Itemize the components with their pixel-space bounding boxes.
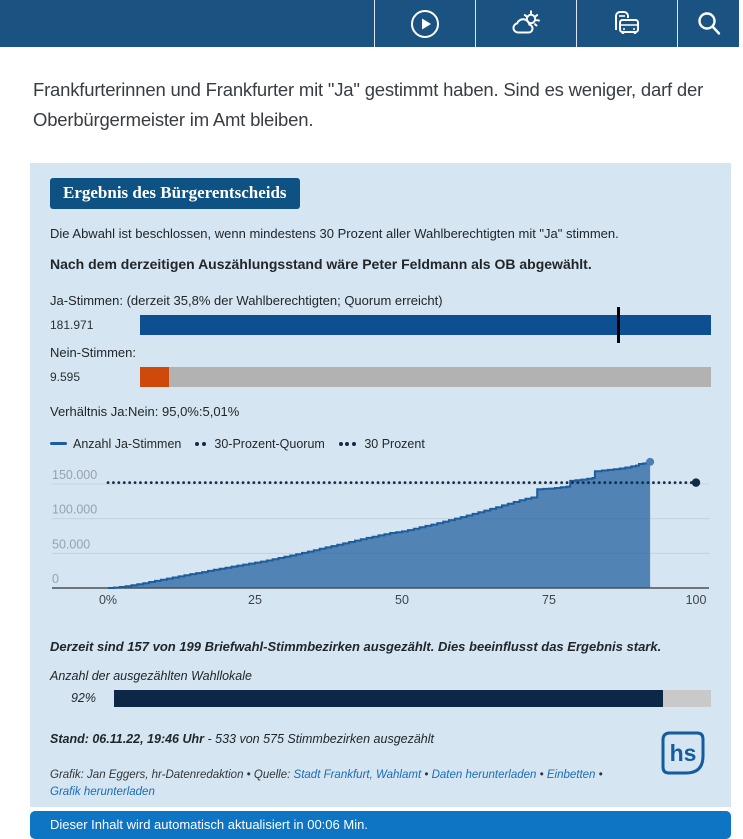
nav-search-button[interactable] bbox=[677, 0, 739, 47]
nein-bar-fill bbox=[140, 367, 169, 387]
ja-stimmen-row bbox=[50, 315, 711, 335]
legend-label: 30 Prozent bbox=[364, 437, 424, 451]
legend-item-ja bbox=[50, 437, 181, 451]
results-panel bbox=[30, 163, 731, 807]
credits-separator: • bbox=[536, 769, 546, 781]
line-swatch-icon bbox=[50, 442, 67, 445]
ja-bar-fill bbox=[140, 315, 711, 335]
x-tick-labels bbox=[99, 593, 707, 607]
briefwahl-note: Derzeit sind 157 von 199 Briefwahl-Stimmbezirken ausgezählt. Dies beeinflusst das Ergebnis stark. bbox=[50, 639, 711, 654]
ja-stimmen-label: Ja-Stimmen: (derzeit 35,8% der Wahlberechtigten; Quorum erreicht) bbox=[50, 293, 711, 308]
quorum-end-dot bbox=[692, 478, 700, 486]
credits-separator: • bbox=[421, 769, 431, 781]
ja-stimmen-area bbox=[108, 461, 650, 587]
nav-weather-button[interactable] bbox=[475, 0, 576, 47]
panel-title-badge: Ergebnis des Bürgerentscheids bbox=[50, 178, 300, 209]
wahllokale-label: Anzahl der ausgezählten Wahllokale bbox=[50, 669, 711, 683]
svg-text:0: 0 bbox=[52, 572, 59, 586]
credits-prefix: Grafik: Jan Eggers, hr-Datenredaktion • Quelle: bbox=[50, 769, 294, 781]
nein-stimmen-label: Nein-Stimmen: bbox=[50, 345, 711, 360]
wahllokale-progress-bar bbox=[114, 690, 711, 707]
credits-separator: • bbox=[595, 769, 602, 781]
auto-update-text: Dieser Inhalt wird automatisch aktualisiert in 00:06 Min. bbox=[50, 817, 368, 832]
search-icon bbox=[694, 9, 724, 39]
nav-transit-button[interactable] bbox=[576, 0, 677, 47]
ja-stimmen-bar bbox=[140, 315, 711, 335]
svg-text:150.000: 150.000 bbox=[52, 468, 97, 482]
play-icon bbox=[409, 8, 441, 40]
quorum-marker bbox=[617, 307, 620, 343]
wahllokale-progress-row bbox=[50, 690, 711, 707]
nein-stimmen-value: 9.595 bbox=[50, 370, 140, 384]
svg-text:75: 75 bbox=[542, 593, 556, 607]
auto-update-bar bbox=[30, 811, 731, 839]
wahllokale-progress-fill bbox=[114, 690, 663, 707]
download-graphic-link[interactable]: Grafik herunterladen bbox=[50, 786, 155, 798]
ja-stimmen-value: 181.971 bbox=[50, 318, 140, 332]
download-data-link[interactable]: Daten herunterladen bbox=[432, 769, 537, 781]
svg-text:100.000: 100.000 bbox=[52, 502, 97, 516]
nav-video-button[interactable] bbox=[374, 0, 475, 47]
logo-text: hs bbox=[670, 740, 697, 766]
top-nav bbox=[0, 0, 739, 47]
latest-value-dot bbox=[646, 457, 654, 465]
transit-icon bbox=[609, 8, 645, 40]
hessenschau-logo bbox=[661, 731, 705, 775]
svg-text:25: 25 bbox=[248, 593, 262, 607]
nein-stimmen-bar bbox=[140, 367, 711, 387]
weather-icon bbox=[508, 8, 544, 40]
legend-item-quorum bbox=[195, 437, 324, 451]
svg-text:100: 100 bbox=[686, 593, 707, 607]
nav-spacer bbox=[0, 0, 374, 47]
source-link[interactable]: Stadt Frankfurt, Wahlamt bbox=[294, 769, 422, 781]
credits-line bbox=[50, 767, 630, 801]
statement-text: Nach dem derzeitigen Auszählungsstand wäre Peter Feldmann als OB abgewählt. bbox=[50, 256, 711, 272]
embed-link[interactable]: Einbetten bbox=[547, 769, 596, 781]
dots3-swatch-icon bbox=[339, 442, 359, 446]
wahllokale-percent: 92% bbox=[50, 691, 96, 705]
legend-item-30prozent bbox=[339, 437, 425, 451]
nein-stimmen-row bbox=[50, 367, 711, 387]
legend-label: 30-Prozent-Quorum bbox=[214, 437, 324, 451]
stand-line bbox=[50, 732, 711, 746]
svg-text:0%: 0% bbox=[99, 593, 117, 607]
dots2-swatch-icon bbox=[195, 442, 208, 446]
stand-timestamp: Stand: 06.11.22, 19:46 Uhr bbox=[50, 732, 204, 746]
ja-stimmen-step-chart bbox=[50, 457, 711, 622]
ratio-text: Verhältnis Ja:Nein: 95,0%:5,01% bbox=[50, 404, 711, 419]
article-text: Frankfurterinnen und Frankfurter mit "Ja" gestimmt haben. Sind es weniger, darf der Oberbürgermeister im Amt bleiben. bbox=[0, 66, 743, 135]
legend-label: Anzahl Ja-Stimmen bbox=[73, 437, 181, 451]
svg-text:50.000: 50.000 bbox=[52, 537, 90, 551]
stand-detail: - 533 von 575 Stimmbezirken ausgezählt bbox=[204, 732, 434, 746]
svg-text:50: 50 bbox=[395, 593, 409, 607]
chart-legend bbox=[50, 437, 711, 451]
intro-text: Die Abwahl ist beschlossen, wenn mindestens 30 Prozent aller Wahlberechtigten mit "Ja" stimmen. bbox=[50, 226, 711, 241]
